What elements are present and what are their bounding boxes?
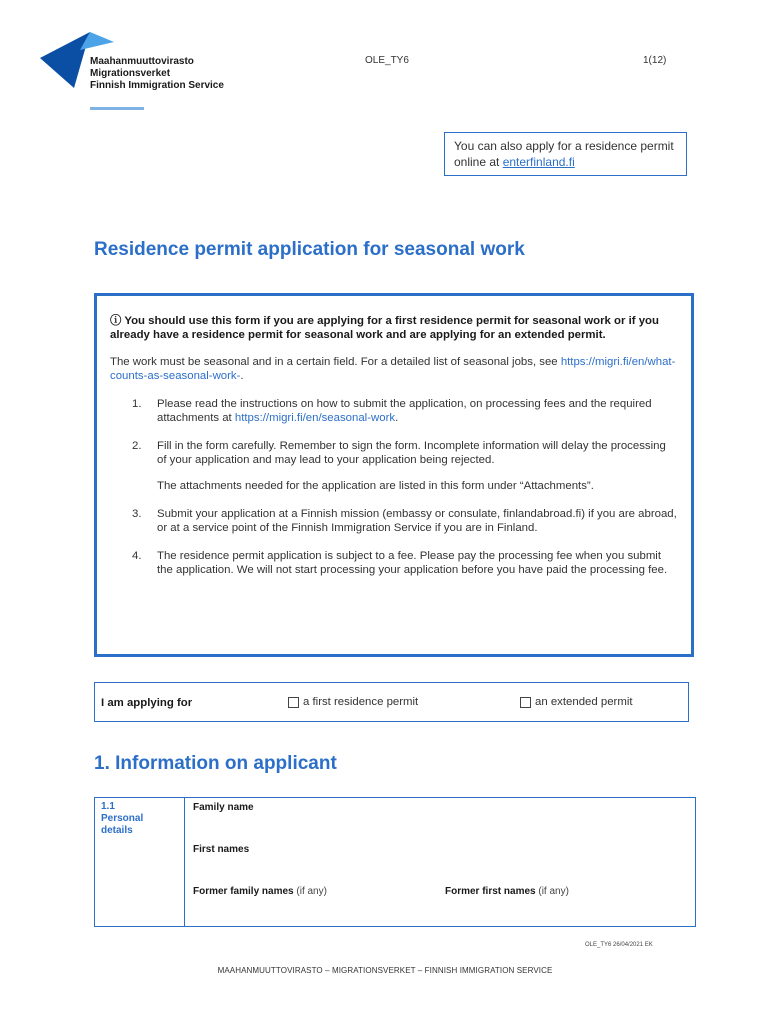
enterfinland-link[interactable]: enterfinland.fi (502, 155, 575, 169)
info-note: ⓘ You should use this form if you are applying for a first residence permit for seasonal work or if you already have a residence permit for seasonal work and are applying for an extended permit. (110, 315, 659, 341)
extended-permit-label: an extended permit (535, 696, 633, 708)
applying-for-label: I am applying for (101, 697, 193, 709)
seasonal-work-link[interactable]: https://migri.fi/en/what-counts-as-seasonal-work- (110, 356, 676, 382)
org-name-fi: Maahanmuuttovirasto (90, 56, 194, 67)
step-number: 1. (132, 398, 142, 410)
document-code: OLE_TY6 (365, 55, 409, 66)
step-2 (110, 439, 678, 467)
option-extended-permit[interactable] (520, 696, 633, 708)
step-text: The residence permit application is subject to a fee. Please pay the processing fee when you submit the application. We will not start processing your application before you have paid the processing fee. (157, 550, 668, 576)
subsection-label: Personal details (101, 813, 144, 836)
subsection-number: 1.1 (101, 801, 115, 812)
intro-end: . (240, 370, 244, 382)
former-first-names-field[interactable]: Former first names (if any) (445, 886, 569, 897)
instructions-box (94, 293, 694, 657)
org-name-sv: Migrationsverket (90, 68, 171, 79)
info-intro (110, 355, 678, 383)
step-number: 4. (132, 550, 142, 562)
section-title: 1. Information on applicant (94, 753, 337, 774)
instruction-steps (110, 397, 678, 577)
seasonal-work-instructions-link[interactable]: https://migri.fi/en/seasonal-work (234, 412, 396, 424)
online-notice-text: You can also apply for a residence permit online at (454, 139, 674, 169)
logo-underline (90, 107, 144, 110)
step-number: 2. (132, 440, 142, 452)
online-application-notice (444, 132, 687, 176)
column-divider (184, 798, 185, 926)
step-number: 3. (132, 508, 142, 520)
step-1 (110, 397, 678, 425)
footer-organization: MAAHANMUUTTOVIRASTO – MIGRATIONSVERKET – FINNISH IMMIGRATION SERVICE (217, 966, 553, 975)
page-number: 1(12) (643, 55, 667, 66)
page-title: Residence permit application for seasonal work (94, 239, 525, 260)
step-3 (110, 507, 678, 535)
personal-details-table (94, 797, 696, 927)
step-2-attachments-note: The attachments needed for the application are listed in this form under “Attachments”. (157, 480, 594, 492)
step-text: Please read the instructions on how to submit the application, on processing fees and the required attachments at https://migri.fi/en/seasonal-work. (157, 398, 652, 424)
step-4 (110, 549, 678, 577)
org-name-en: Finnish Immigration Service (90, 80, 224, 91)
former-family-names-field[interactable]: Former family names (if any) (193, 886, 327, 897)
step-text: Fill in the form carefully. Remember to sign the form. Incomplete information will delay the processing of your application and may lead to your application being rejected. (157, 440, 666, 466)
applying-for-row (94, 682, 689, 722)
step-text: Submit your application at a Finnish mission (embassy or consulate, finlandabroad.fi) if you are abroad, or at a service point of the Finnish Immigration Service if you are in Finland. (157, 508, 677, 534)
first-permit-checkbox[interactable] (288, 697, 299, 708)
family-name-field[interactable]: Family name (193, 802, 254, 813)
first-names-field[interactable]: First names (193, 844, 250, 855)
personal-details-label (101, 801, 151, 837)
extended-permit-checkbox[interactable] (520, 697, 531, 708)
first-permit-label: a first residence permit (303, 696, 419, 708)
intro-text: The work must be seasonal and in a certain field. For a detailed list of seasonal jobs, see (110, 356, 561, 368)
option-first-permit[interactable] (288, 696, 418, 708)
footer-reference: OLE_TY6 26/04/2021 EK (585, 942, 653, 948)
